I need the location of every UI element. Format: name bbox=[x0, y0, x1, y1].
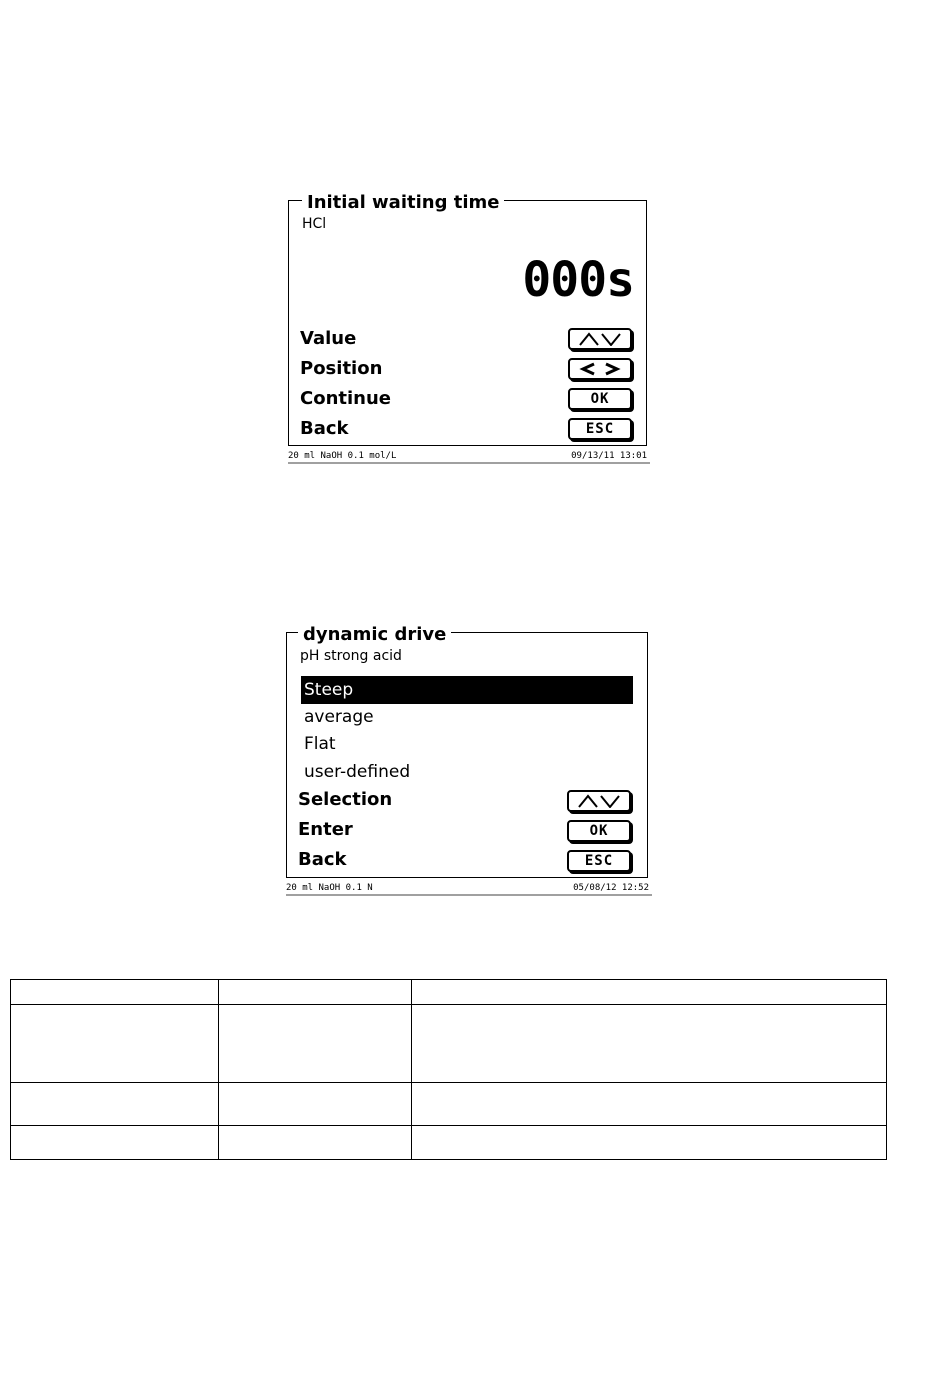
screen-subtitle: HCl bbox=[302, 216, 327, 232]
up-down-arrow-button[interactable] bbox=[567, 790, 631, 812]
table-row bbox=[11, 1083, 887, 1126]
up-down-arrow-button[interactable] bbox=[568, 328, 632, 350]
table-row bbox=[11, 1005, 887, 1083]
ok-button[interactable]: OK bbox=[568, 388, 632, 410]
back-label: Back bbox=[298, 849, 347, 870]
value-label: Value bbox=[300, 328, 357, 349]
ok-button[interactable]: OK bbox=[567, 820, 631, 842]
status-bar bbox=[286, 882, 652, 896]
table-cell bbox=[412, 1083, 887, 1126]
position-label: Position bbox=[300, 358, 383, 379]
option-flat[interactable]: Flat bbox=[304, 734, 336, 754]
table-cell bbox=[11, 1005, 219, 1083]
esc-button[interactable]: ESC bbox=[568, 418, 632, 440]
table-cell bbox=[11, 1083, 219, 1126]
table-cell bbox=[219, 1005, 412, 1083]
back-label: Back bbox=[300, 418, 349, 439]
status-datetime: 09/13/11 13:01 bbox=[571, 451, 647, 461]
left-right-arrow-icon bbox=[578, 362, 622, 376]
esc-button[interactable]: ESC bbox=[567, 850, 631, 872]
screen-title: dynamic drive bbox=[298, 625, 451, 645]
table-row bbox=[11, 1126, 887, 1160]
table-cell bbox=[11, 980, 219, 1005]
table-cell bbox=[219, 1126, 412, 1160]
enter-label: Enter bbox=[298, 819, 353, 840]
continue-label: Continue bbox=[300, 388, 392, 409]
table-row bbox=[11, 980, 887, 1005]
initial-waiting-time-screen bbox=[286, 192, 650, 464]
left-right-arrow-button[interactable] bbox=[568, 358, 632, 380]
status-datetime: 05/08/12 12:52 bbox=[573, 883, 649, 893]
table-cell bbox=[219, 1083, 412, 1126]
up-down-arrow-icon bbox=[577, 794, 621, 808]
selection-label: Selection bbox=[298, 789, 393, 810]
option-steep[interactable]: Steep bbox=[301, 676, 633, 704]
up-down-arrow-icon bbox=[578, 332, 622, 346]
table-cell bbox=[412, 1126, 887, 1160]
status-reagent: 20 ml NaOH 0.1 N bbox=[286, 883, 373, 893]
table-cell bbox=[219, 980, 412, 1005]
dynamic-drive-screen bbox=[284, 624, 652, 897]
option-user-defined[interactable]: user-defined bbox=[304, 762, 411, 782]
screen-title: Initial waiting time bbox=[302, 193, 504, 213]
waiting-time-value[interactable]: 000s bbox=[522, 252, 634, 308]
option-average[interactable]: average bbox=[304, 707, 374, 727]
table-cell bbox=[412, 980, 887, 1005]
empty-table bbox=[10, 979, 887, 1160]
status-bar bbox=[288, 450, 650, 464]
table-cell bbox=[11, 1126, 219, 1160]
screen-subtitle: pH strong acid bbox=[300, 648, 402, 664]
table-cell bbox=[412, 1005, 887, 1083]
status-reagent: 20 ml NaOH 0.1 mol/L bbox=[288, 451, 397, 461]
